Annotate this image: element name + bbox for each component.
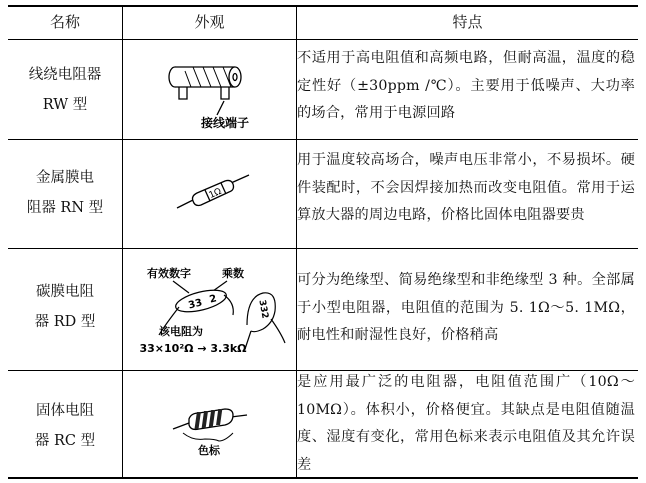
row-name-rn [8,163,122,223]
resistor-body-mark: 1Ω [207,186,224,202]
name-line: 器 RC 型 [34,433,96,449]
note-line-1: 该电阻为 [159,325,203,338]
row-divider [8,248,638,249]
side-view-code: 332 [256,299,270,320]
row-name-rc [8,396,122,456]
note-line-2: 33×10²Ω → 3.3kΩ [139,342,247,355]
multiplier-label: 乘数 [222,267,244,280]
row-divider [8,139,638,140]
header-name: 名称 [49,13,80,31]
header-rule [8,39,638,40]
name-line: 阻器 RN 型 [26,200,104,216]
header-features: 特点 [452,13,483,31]
row-features-rc: 是应用最广泛的电阻器，电阻值范围广（10Ω～10MΩ）。体积小，价格便宜。其缺点是电阻值随温度、湿度有变化，常用色标来表示电阻值及其允许误差 [297,374,635,473]
row-features-rd: 可分为绝缘型、简易绝缘型和非绝缘型 3 种。全部属于小型电阻器，电阻值的范围为 5. 1Ω～5. 1MΩ，耐电性和耐湿性良好，价格稍高 [297,272,635,343]
terminal-label: 接线端子 [200,116,250,130]
row-name-rw [8,60,122,120]
name-line: 固体电阻 [36,403,94,419]
name-line: 金属膜电 [36,170,94,186]
name-line: 线绕电阻器 [28,67,102,83]
resistor-comparison-table [8,5,638,479]
carbon-film-resistor-illustration [123,263,296,365]
row-features-rn: 用于温度较高场合，噪声电压非常小，不易损坏。硬件装配时，不会因焊接加热而改变电阻值。常用于运算放大器的周边电路，价格比固体电阻器要贵 [297,152,635,223]
row-name-rd [8,277,122,337]
row-features-rw: 不适用于高电阻值和高频电路，但耐高温，温度的稳定性好（±30ppm /℃）。主要用于低噪声、大功率的场合，常用于电源回路 [297,50,635,121]
metal-film-resistor-illustration [123,165,296,225]
name-line: RW 型 [42,97,88,113]
name-line: 碳膜电阻 [36,284,94,300]
header-appearance: 外观 [194,13,225,31]
solid-resistor-illustration [123,397,296,459]
code-significant-digits: 33 [187,297,204,312]
name-line: 器 RD 型 [34,314,96,330]
significant-digits-label: 有效数字 [147,267,191,280]
code-multiplier-digit: 2 [208,293,218,306]
wirewound-resistor-illustration [123,47,296,135]
color-code-label: 色标 [198,444,220,457]
